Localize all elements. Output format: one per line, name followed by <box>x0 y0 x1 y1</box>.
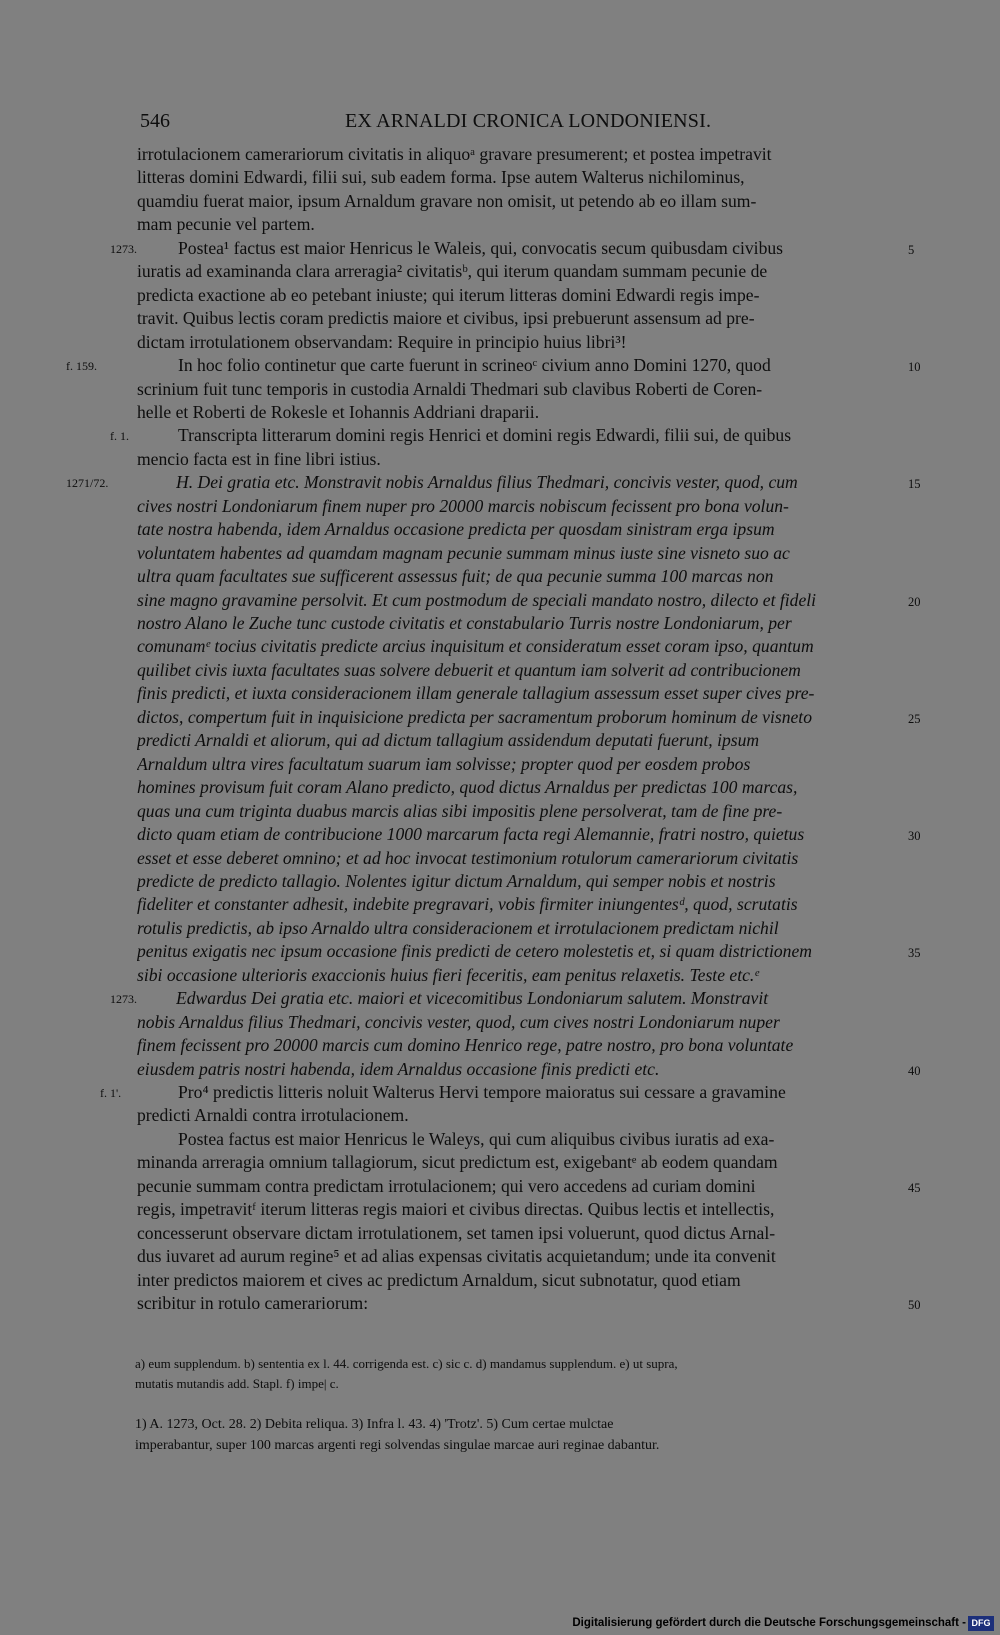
line-text: travit. Quibus lectis coram predictis maiore et civibus, ipsi prebuerunt assensum ad pre- <box>137 308 755 329</box>
text-line <box>0 683 1000 707</box>
note-line: imperabantur, super 100 marcas argenti regi solvendas singulae marcae auri reginae dabantur. <box>135 1438 660 1453</box>
line-text: Arnaldum ultra vires facultatum suarum iam solvisse; propter quod per eosdem probos <box>137 753 751 774</box>
line-text: In hoc folio continetur que carte fuerunt in scrineoᶜ civium anno Domini 1270, quod <box>178 355 771 376</box>
text-line <box>0 1059 1000 1083</box>
text-line <box>0 1223 1000 1247</box>
text-line <box>0 566 1000 590</box>
text-line <box>0 449 1000 473</box>
line-number: 50 <box>908 1298 921 1313</box>
margin-note: f. 1. <box>110 429 129 444</box>
text-line <box>0 1246 1000 1270</box>
text-line <box>0 167 1000 191</box>
margin-note: f. 159. <box>66 359 97 374</box>
text-line <box>0 941 1000 965</box>
line-text: predicti Arnaldi contra irrotulacionem. <box>137 1105 409 1126</box>
line-text: finem fecissent pro 20000 marcis cum domino Henrico rege, patre nostro, pro bona voluntate <box>137 1035 794 1056</box>
line-text: dus iuvaret ad aurum regine⁵ et ad alias expensas civitatis acquietandum; unde ita convenit <box>137 1246 776 1267</box>
dfg-logo: DFG <box>968 1616 994 1631</box>
text-line <box>0 496 1000 520</box>
page-number: 546 <box>140 110 170 132</box>
line-text: penitus exigatis nec ipsum occasione finis predicti de cetero molestetis et, si quam districtionem <box>137 941 812 962</box>
text-line <box>0 425 1000 449</box>
line-text: comunamᵉ tocius civitatis predicte arcius inquisitum et consideratum esset coram ipso, quantum <box>137 636 814 657</box>
line-text: rotulis predictis, ab ipso Arnaldo ultra consideracionem et irrotulacionem predictam nichil <box>137 917 779 938</box>
line-number: 20 <box>908 594 921 609</box>
text-line <box>0 191 1000 215</box>
line-text: predicta exactione ab eo petebant iniuste; qui iterum litteras domini Edwardi regis impe- <box>137 284 760 305</box>
line-number: 5 <box>908 242 915 257</box>
line-text: Postea factus est maior Henricus le Waleys, qui cum aliquibus civibus iuratis ad exa- <box>178 1128 775 1149</box>
text-line <box>0 1129 1000 1153</box>
running-title: EX ARNALDI CRONICA LONDONIENSI. <box>345 110 712 132</box>
line-text: eiusdem patris nostri habenda, idem Arnaldus occasione finis predicti etc. <box>137 1058 660 1079</box>
text-line <box>0 707 1000 731</box>
line-text: esset et esse deberet omnino; et ad hoc invocat testimonium rotulorum camerariorum civitatis <box>137 847 799 868</box>
margin-note: 1273. <box>110 241 137 256</box>
line-number: 25 <box>908 711 921 726</box>
text-line <box>0 1012 1000 1036</box>
line-text: minanda arreragia omnium tallagiorum, sicut predictum est, exigebantᵉ ab eodem quandam <box>137 1152 778 1173</box>
text-line <box>0 871 1000 895</box>
text-line <box>0 214 1000 238</box>
line-text: sine magno gravamine persolvit. Et cum postmodum de speciali mandato nostro, dilecto et fideli <box>137 589 817 610</box>
line-text: regis, impetravitᶠ iterum litteras regis maiori et civibus directas. Quibus lectis et intellectis, <box>137 1199 775 1220</box>
page-header <box>0 110 1000 140</box>
line-text: quas una cum triginta duabus marcis alias sibi impositis plene persolverat, tam de fine pre- <box>137 800 783 821</box>
margin-note: f. 1'. <box>100 1086 122 1100</box>
margin-note: 1271/72. <box>66 476 109 491</box>
line-number: 10 <box>908 360 921 375</box>
line-number: 30 <box>908 829 921 844</box>
line-text: mam pecunie vel partem. <box>137 214 315 235</box>
text-line <box>0 730 1000 754</box>
line-text: helle et Roberti de Rokesle et Iohannis Addriani draparii. <box>137 401 540 422</box>
line-text: dictos, compertum fuit in inquisicione predicta per sacramentum proborum hominum de visneto <box>137 706 812 727</box>
text-line <box>0 402 1000 426</box>
line-text: dicto quam etiam de contribucione 1000 marcarum facta regi Alemannie, fratri nostro, quietus <box>137 824 805 845</box>
line-text: dictam irrotulationem observandam: Require in principio huius libri³! <box>137 331 627 352</box>
text-line <box>0 636 1000 660</box>
line-text: ultra quam facultates sue sufficerent assessus fuit; de qua pecunie summa 100 marcas non <box>137 566 774 587</box>
line-text: Postea¹ factus est maior Henricus le Waleis, qui, convocatis secum quibusdam civibus <box>178 237 784 258</box>
line-text: scrinium fuit tunc temporis in custodia Arnaldi Thedmari sub clavibus Roberti de Coren- <box>137 378 763 399</box>
line-text: nobis Arnaldus filius Thedmari, concivis vester, quod, cum cives nostri Londoniarum nuper <box>137 1011 780 1032</box>
text-line <box>0 472 1000 496</box>
margin-note: 1273. <box>110 992 137 1007</box>
text-line <box>0 824 1000 848</box>
text-line <box>0 1035 1000 1059</box>
text-line <box>0 1082 1000 1106</box>
line-number: 40 <box>908 1063 921 1078</box>
line-text: Pro⁴ predictis litteris noluit Walterus Hervi tempore maioratus sui cessare a gravamine <box>178 1082 786 1102</box>
credit-bar <box>0 1614 1000 1635</box>
line-text: scribitur in rotulo camerariorum: <box>137 1293 369 1314</box>
text-line <box>0 308 1000 332</box>
line-text: tate nostra habenda, idem Arnaldus occasione predicta per quosdam sinistram erga ipsum <box>137 519 775 540</box>
text-line <box>0 754 1000 778</box>
line-number: 15 <box>908 477 921 492</box>
apparatus-line: mutatis mutandis add. Stapl. f) impe| c. <box>135 1376 339 1391</box>
text-line <box>0 590 1000 614</box>
text-line <box>0 379 1000 403</box>
line-text: mencio facta est in fine libri istius. <box>137 448 381 469</box>
text-line <box>0 543 1000 567</box>
funding-credit: Digitalisierung gefördert durch die Deutsche Forschungsgemeinschaft - <box>572 1617 966 1629</box>
text-line <box>0 1199 1000 1223</box>
line-text: irrotulacionem camerariorum civitatis in aliquoᵃ gravare presumerent; et postea impetravit <box>137 144 772 164</box>
line-text: H. Dei gratia etc. Monstravit nobis Arnaldus filius Thedmari, concivis vester, quod, cum <box>176 472 798 493</box>
line-text: iuratis ad examinanda clara arreragia² civitatisᵇ, qui iterum quandam summam pecunie de <box>137 261 768 282</box>
text-line <box>0 285 1000 309</box>
line-number: 45 <box>908 1180 921 1195</box>
text-line <box>0 238 1000 262</box>
line-text: fideliter et constanter adhesit, indebite pregravari, vobis firmiter iniungentesᵈ, quod, scrutatis <box>137 894 798 915</box>
line-number: 35 <box>908 946 921 961</box>
line-text: litteras domini Edwardi, filii sui, sub eadem forma. Ipse autem Walterus nichilominus, <box>137 167 745 188</box>
text-line <box>0 519 1000 543</box>
line-text: quamdiu fuerat maior, ipsum Arnaldum gravare non omisit, ut petendo ab eo illam sum- <box>137 190 757 211</box>
text-line <box>0 988 1000 1012</box>
line-text: inter predictos maiorem et cives ac predictum Arnaldum, sicut subnotatur, quod etiam <box>137 1269 741 1290</box>
text-line <box>0 894 1000 918</box>
text-line <box>0 355 1000 379</box>
apparatus-line: a) eum supplendum. b) sententia ex l. 44. corrigenda est. c) sic c. d) mandamus supplendum. e) ut supra, <box>135 1356 678 1371</box>
line-text: Transcripta litterarum domini regis Henrici et domini regis Edwardi, filii sui, de quibus <box>178 425 792 446</box>
text-line <box>0 918 1000 942</box>
text-line <box>0 848 1000 872</box>
text-line <box>0 261 1000 285</box>
line-text: quilibet civis iuxta facultates suas solvere debuerit et quantum iam solverit ad contribucionem <box>137 659 801 680</box>
line-text: concesserunt observare dictam irrotulationem, set tamen ipsi voluerunt, quod dictus Arnal- <box>137 1222 776 1243</box>
note-line: 1) A. 1273, Oct. 28. 2) Debita reliqua. 3) Infra l. 43. 4) 'Trotz'. 5) Cum certae mulctae <box>135 1417 614 1432</box>
line-text: cives nostri Londoniarum finem nuper pro 20000 marcis nobiscum fecissent pro bona volun- <box>137 495 789 516</box>
text-line <box>0 777 1000 801</box>
line-text: homines provisum fuit coram Alano predicto, quod dictus Arnaldus per predictas 100 marcas, <box>137 777 798 798</box>
text-line <box>0 801 1000 825</box>
text-line <box>0 660 1000 684</box>
line-text: voluntatem habentes ad quamdam magnam pecunie summam minus iuste sine visneto suo ac <box>137 542 790 563</box>
text-line <box>0 1293 1000 1317</box>
line-text: predicti Arnaldi et aliorum, qui ad dictum tallagium assidendum deputati fuerunt, ipsum <box>137 730 760 751</box>
text-line <box>0 332 1000 356</box>
text-line <box>0 1176 1000 1200</box>
line-text: finis predicti, et iuxta consideracionem illam generale tallagium assessum esset super cives pre- <box>137 683 815 704</box>
line-text: nostro Alano le Zuche tunc custode civitatis et constabulario Turris nostre Londoniarum, per <box>137 613 792 633</box>
text-line <box>0 1105 1000 1129</box>
line-text: sibi occasione ulterioris exaccionis huius fieri feceritis, eam penitus relaxetis. Teste etc.ᵉ <box>137 964 759 985</box>
line-text: pecunie summam contra predictam irrotulacionem; qui vero accedens ad curiam domini <box>137 1175 756 1196</box>
text-line <box>0 1152 1000 1176</box>
line-text: predicte de predicto tallagio. Nolentes igitur dictum Arnaldum, qui semper nobis et nostris <box>137 870 776 891</box>
text-line <box>0 1270 1000 1294</box>
text-line <box>0 965 1000 989</box>
text-line <box>0 144 1000 168</box>
line-text: Edwardus Dei gratia etc. maiori et vicecomitibus Londoniarum salutem. Monstravit <box>176 988 769 1009</box>
text-line <box>0 613 1000 637</box>
